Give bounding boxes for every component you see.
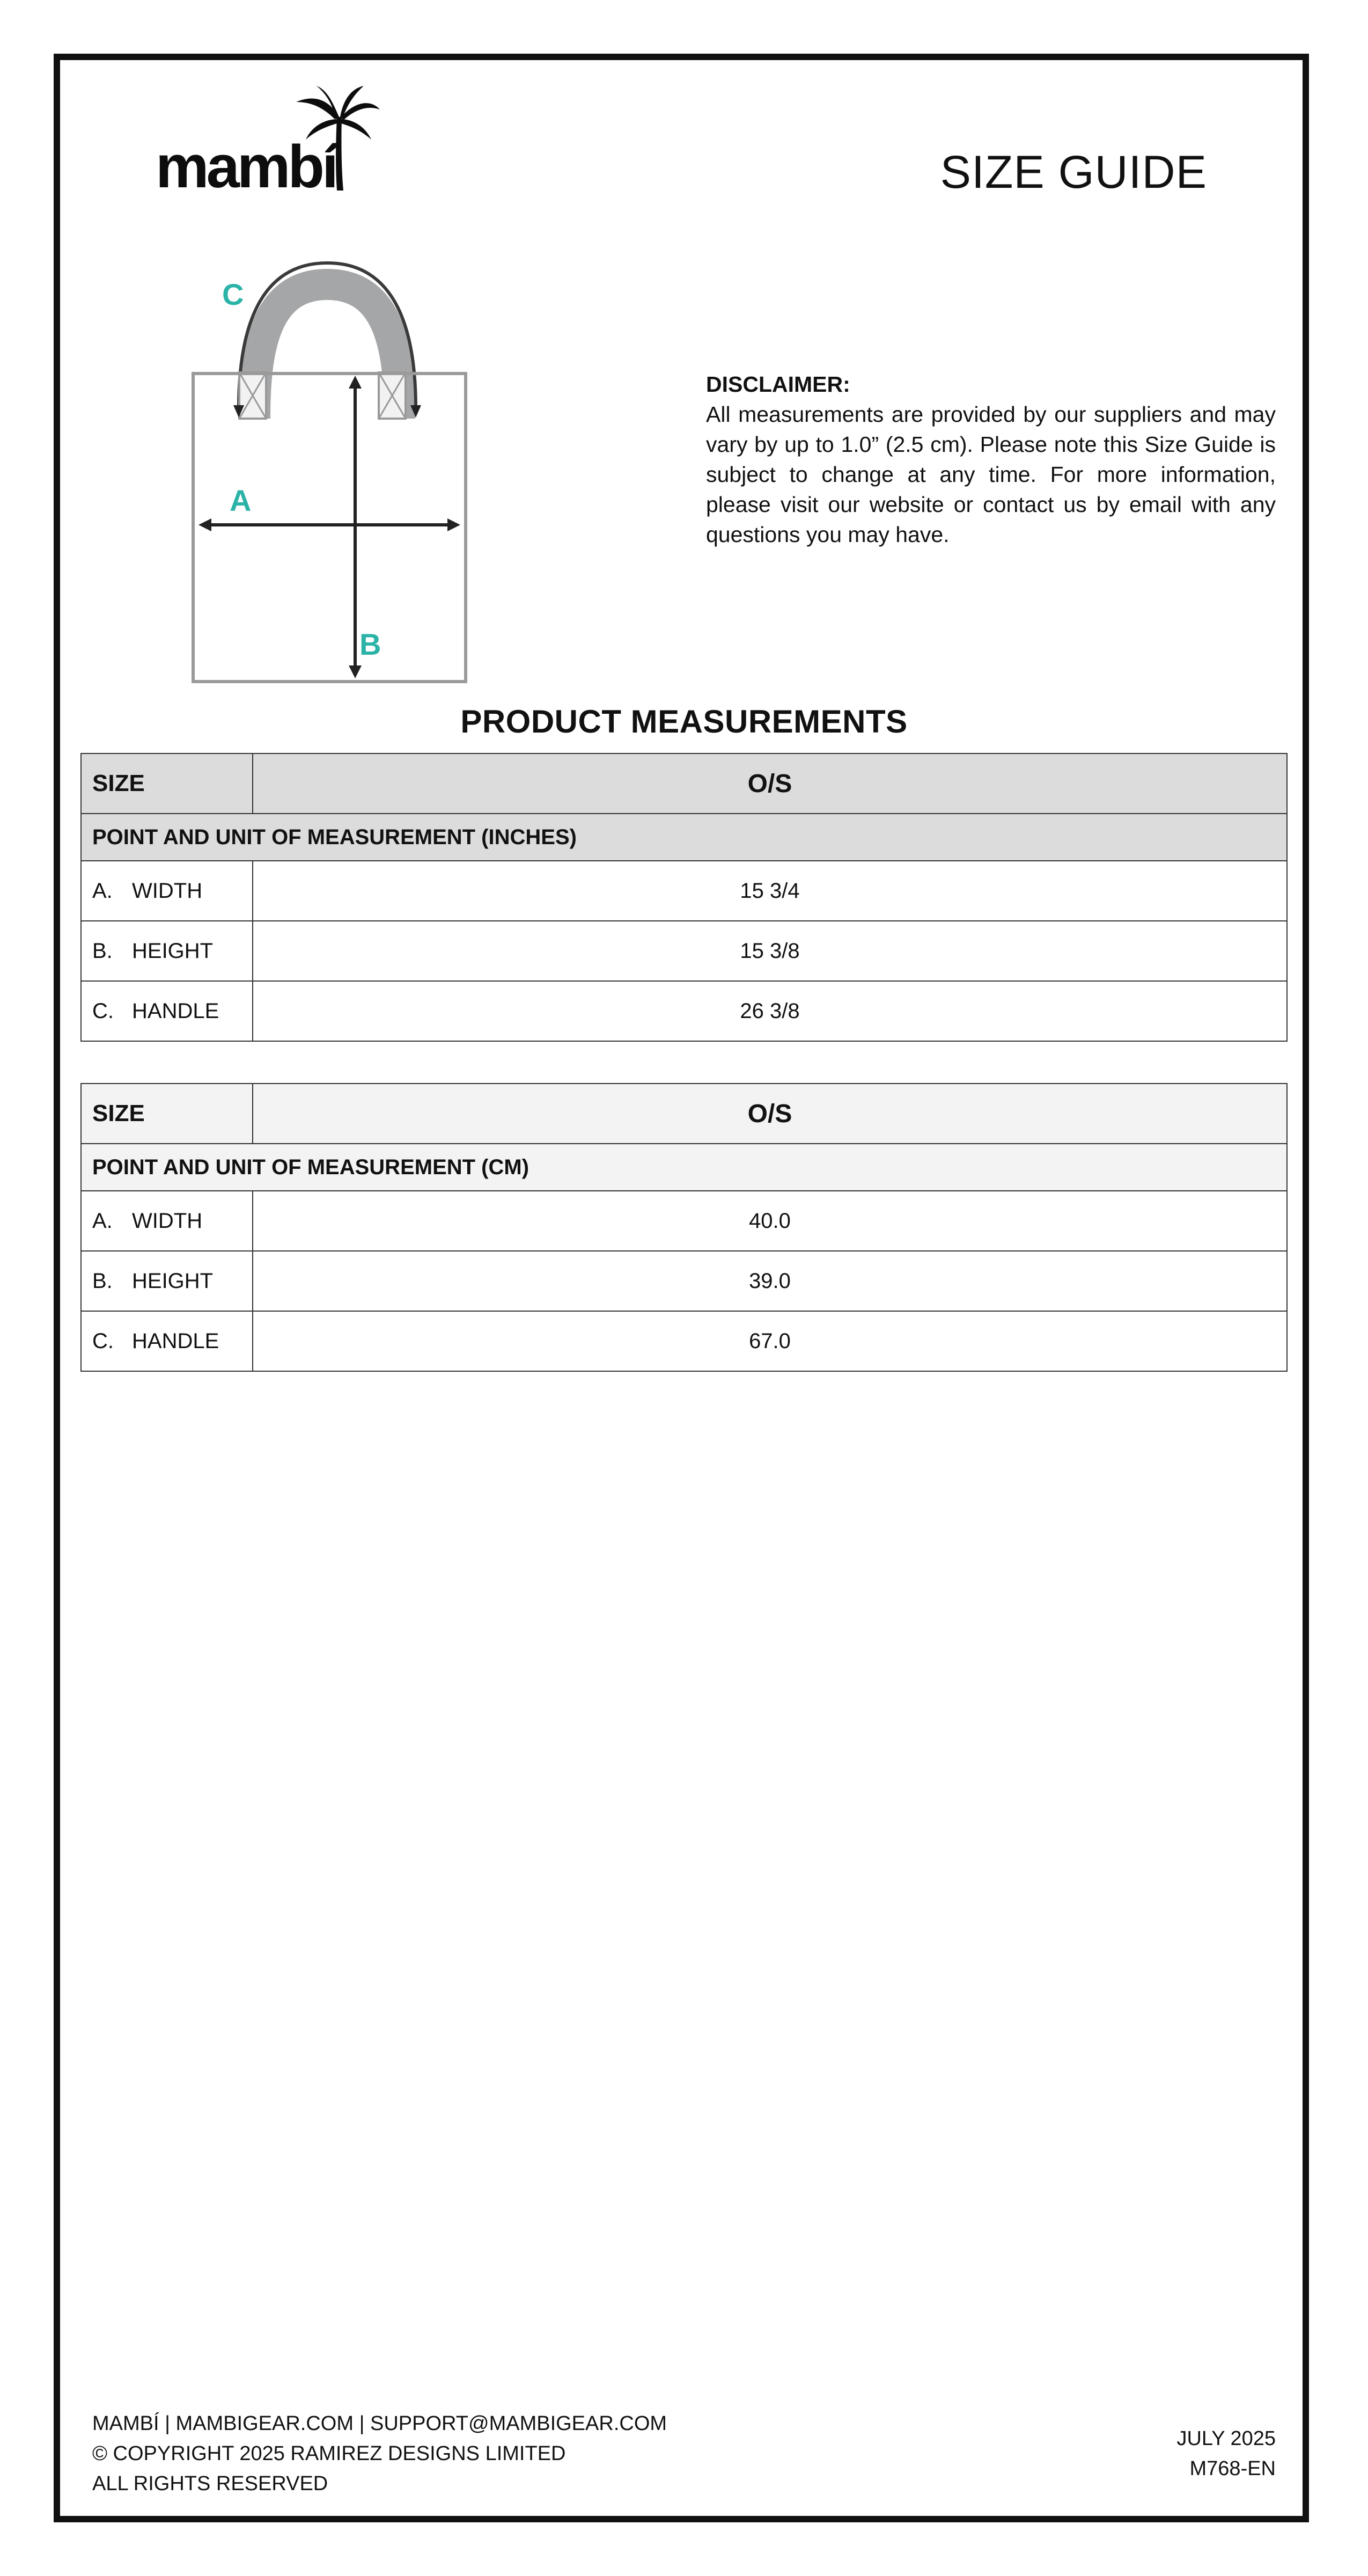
measurement-value: 39.0 [253, 1251, 1287, 1311]
footer-date: JULY 2025 [1176, 2427, 1276, 2450]
section-title: PRODUCT MEASUREMENTS [460, 704, 908, 740]
size-label: SIZE [81, 753, 253, 814]
bag-body [193, 374, 466, 682]
measurement-value: 26 3/8 [253, 981, 1287, 1041]
table-row [81, 1311, 1287, 1371]
width-arrow [198, 518, 460, 531]
point-letter: B. [92, 939, 113, 963]
measurement-point [81, 861, 253, 921]
unit-header-row [81, 814, 1287, 861]
point-name: HANDLE [132, 999, 219, 1023]
measurement-value: 15 3/4 [253, 861, 1287, 921]
measurement-point [81, 921, 253, 981]
page-title: SIZE GUIDE [940, 147, 1207, 198]
measurement-point [81, 1191, 253, 1251]
point-name: WIDTH [132, 879, 203, 903]
point-name: HEIGHT [132, 939, 214, 963]
table-row [81, 1191, 1287, 1251]
measurements-table-cm [80, 1083, 1288, 1372]
point-letter: A. [92, 879, 113, 903]
size-header-row [81, 753, 1287, 814]
unit-header-row [81, 1144, 1287, 1191]
point-name: WIDTH [132, 1209, 203, 1233]
footer-left [92, 2409, 667, 2499]
size-header-row [81, 1084, 1287, 1144]
footer-right [1176, 2424, 1276, 2484]
table-row [81, 921, 1287, 981]
unit-header: POINT AND UNIT OF MEASUREMENT (INCHES) [81, 814, 1287, 861]
label-a: A [230, 484, 252, 517]
table-row [81, 861, 1287, 921]
table-row [81, 981, 1287, 1041]
point-letter: C. [92, 1329, 114, 1353]
unit-header: POINT AND UNIT OF MEASUREMENT (CM) [81, 1144, 1287, 1191]
disclaimer [706, 369, 1276, 550]
point-letter: B. [92, 1269, 113, 1293]
measurement-value: 40.0 [253, 1191, 1287, 1251]
footer-doc-code: M768-EN [1189, 2457, 1276, 2480]
measurement-point [81, 1251, 253, 1311]
size-label: SIZE [81, 1084, 253, 1144]
label-b: B [359, 627, 381, 661]
handle-attachments [239, 372, 406, 419]
footer-contact: MAMBÍ | MAMBIGEAR.COM | SUPPORT@MAMBIGEAR.COM [92, 2412, 667, 2435]
measurement-value: 15 3/8 [253, 921, 1287, 981]
point-name: HANDLE [132, 1329, 219, 1353]
measurement-value: 67.0 [253, 1311, 1287, 1371]
brand-logo [156, 86, 381, 200]
footer-copyright: © COPYRIGHT 2025 RAMIREZ DESIGNS LIMITED [92, 2442, 566, 2465]
point-letter: A. [92, 1209, 113, 1233]
label-c: C [222, 277, 244, 311]
disclaimer-heading: DISCLAIMER: [706, 372, 850, 397]
logo-wordmark: mambí [156, 133, 336, 200]
size-value: O/S [253, 753, 1287, 814]
measurement-point [81, 981, 253, 1041]
footer-rights: ALL RIGHTS RESERVED [92, 2472, 328, 2495]
table-row [81, 1251, 1287, 1311]
tote-bag-diagram [182, 225, 483, 687]
size-value: O/S [253, 1084, 1287, 1144]
disclaimer-body: All measurements are provided by our suppliers and may vary by up to 1.0” (2.5 cm). Please note this Size Guide is subject to change at any time. For more information, please visit our website or contact us by email with any questions you may have. [706, 402, 1276, 547]
measurement-point [81, 1311, 253, 1371]
point-name: HEIGHT [132, 1269, 214, 1293]
point-letter: C. [92, 999, 114, 1023]
measurements-table-inches [80, 753, 1288, 1042]
